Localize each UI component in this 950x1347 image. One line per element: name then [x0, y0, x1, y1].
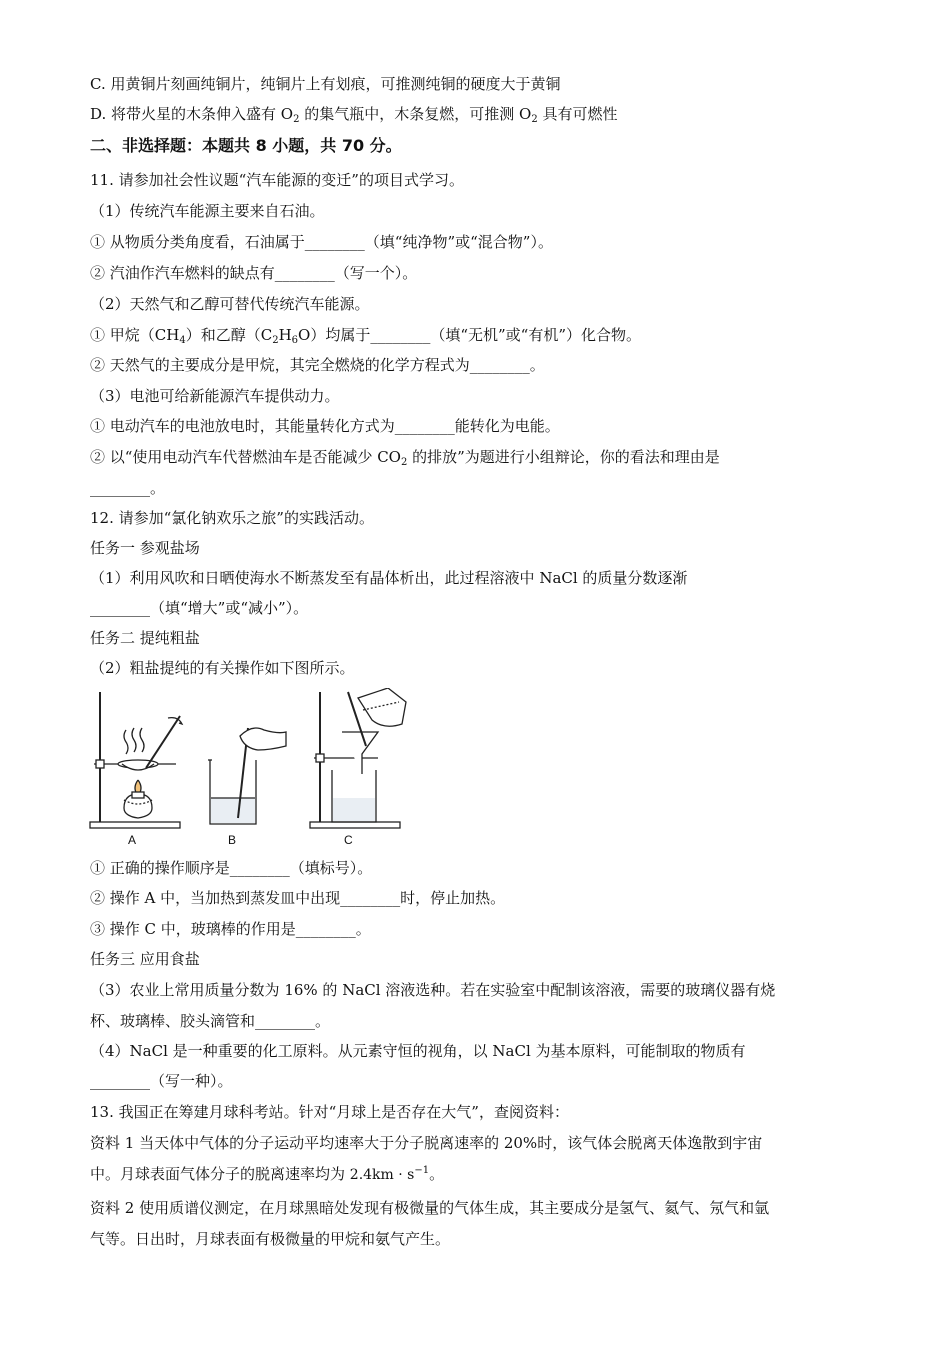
filtration-apparatus-c — [310, 688, 406, 828]
q11-part3-item2-blank: ________。 — [90, 479, 166, 497]
subscript: 2 — [293, 114, 300, 125]
q12-part1: （1）利用风吹和日晒使海水不断蒸发至有晶体析出，此过程溶液中 NaCl 的质量分数逐渐 — [90, 569, 688, 587]
q13-material1-cont — [90, 1164, 444, 1185]
escape-velocity-value: 2.4km · s — [349, 1167, 415, 1183]
q12-stem: 12. 请参加“氯化钠欢乐之旅”的实践活动。 — [90, 509, 374, 527]
q11-stem: 11. 请参加社会性议题“汽车能源的变迁”的项目式学习。 — [90, 171, 464, 189]
q12-part2: （2）粗盐提纯的有关操作如下图所示。 — [90, 659, 355, 677]
q12-part3-cont: 杯、玻璃棒、胶头滴管和________。 — [90, 1012, 331, 1030]
q13-stem: 13. 我国正在筹建月球科考站。针对“月球上是否存在大气”，查阅资料： — [90, 1103, 569, 1121]
q11-part1-item2: ② 汽油作汽车燃料的缺点有________（写一个）。 — [90, 264, 418, 282]
text: H — [278, 326, 292, 344]
q12-task3: 任务三 应用食盐 — [90, 950, 200, 968]
q12-task2: 任务二 提纯粗盐 — [90, 629, 200, 647]
figure-label-a: A — [128, 833, 137, 847]
dissolving-beaker-b — [208, 728, 286, 824]
section-heading: 二、非选择题：本题共 8 小题，共 70 分。 — [90, 136, 402, 155]
text: ② 以“使用电动汽车代替燃油车是否能减少 CO — [90, 448, 401, 466]
option-d — [90, 104, 617, 124]
q11-part2: （2）天然气和乙醇可替代传统汽车能源。 — [90, 295, 370, 313]
evaporation-apparatus-a — [90, 692, 182, 828]
q11-part3-item2 — [90, 447, 720, 467]
text: ① 甲烷（CH — [90, 326, 180, 344]
text: 。 — [429, 1165, 445, 1183]
figure-label-b: B — [228, 833, 237, 847]
q13-material1: 资料 1 当天体中气体的分子运动平均速率大于分子脱离速率的 20%时，该气体会脱离天体逸散到宇宙 — [90, 1134, 763, 1152]
q12-part4: （4）NaCl 是一种重要的化工原料。从元素守恒的视角，以 NaCl 为基本原料，可能制取的物质有 — [90, 1042, 746, 1060]
text: 中。月球表面气体分子的脱离速率均为 — [90, 1165, 350, 1183]
subscript: 6 — [291, 335, 299, 346]
q12-part2-item3: ③ 操作 C 中，玻璃棒的作用是________。 — [90, 920, 371, 938]
superscript: −1 — [414, 1165, 430, 1176]
q11-part3: （3）电池可给新能源汽车提供动力。 — [90, 387, 340, 405]
q13-material2: 资料 2 使用质谱仪测定，在月球黑暗处发现有极微量的气体生成，其主要成分是氢气、氦气、氖气和氩 — [90, 1199, 770, 1217]
q11-part2-item1 — [90, 325, 641, 345]
q11-part3-item1: ① 电动汽车的电池放电时，其能量转化方式为________能转化为电能。 — [90, 417, 560, 435]
figure-label-c: C — [344, 833, 353, 847]
option-d-text-2: 的集气瓶中，木条复燃，可推测 O — [299, 105, 532, 123]
salt-purification-figure — [88, 688, 418, 850]
q12-part2-item1: ① 正确的操作顺序是________（填标号）。 — [90, 859, 373, 877]
subscript: 2 — [531, 114, 538, 125]
q12-part3: （3）农业上常用质量分数为 16% 的 NaCl 溶液选种。若在实验室中配制该溶液，需要的玻璃仪器有烧 — [90, 981, 776, 999]
option-d-text-1: D. 将带火星的木条伸入盛有 O — [90, 105, 294, 123]
text: ）和乙醇（C — [185, 326, 273, 344]
option-c: C. 用黄铜片刻画纯铜片，纯铜片上有划痕，可推测纯铜的硬度大于黄铜 — [90, 75, 561, 93]
q12-part4-blank: ________（写一种）。 — [90, 1072, 233, 1090]
subscript: 2 — [272, 335, 279, 346]
q12-task1: 任务一 参观盐场 — [90, 539, 200, 557]
subscript: 4 — [179, 335, 186, 346]
text: O）均属于________（填“无机”或“有机”）化合物。 — [298, 326, 642, 344]
q12-part1-blank: ________（填“增大”或“减小”）。 — [90, 599, 309, 617]
q13-material2-cont: 气等。日出时，月球表面有极微量的甲烷和氨气产生。 — [90, 1230, 451, 1248]
subscript: 2 — [400, 457, 408, 468]
q11-part1-item1: ① 从物质分类角度看，石油属于________（填“纯净物”或“混合物”）。 — [90, 233, 553, 251]
q11-part1: （1）传统汽车能源主要来自石油。 — [90, 202, 325, 220]
text: 的排放”为题进行小组辩论，你的看法和理由是 — [407, 448, 720, 466]
q11-part2-item2: ② 天然气的主要成分是甲烷，其完全燃烧的化学方程式为________。 — [90, 356, 545, 374]
q12-part2-item2: ② 操作 A 中，当加热到蒸发皿中出现________时，停止加热。 — [90, 889, 506, 907]
option-d-text-3: 具有可燃性 — [537, 105, 618, 123]
